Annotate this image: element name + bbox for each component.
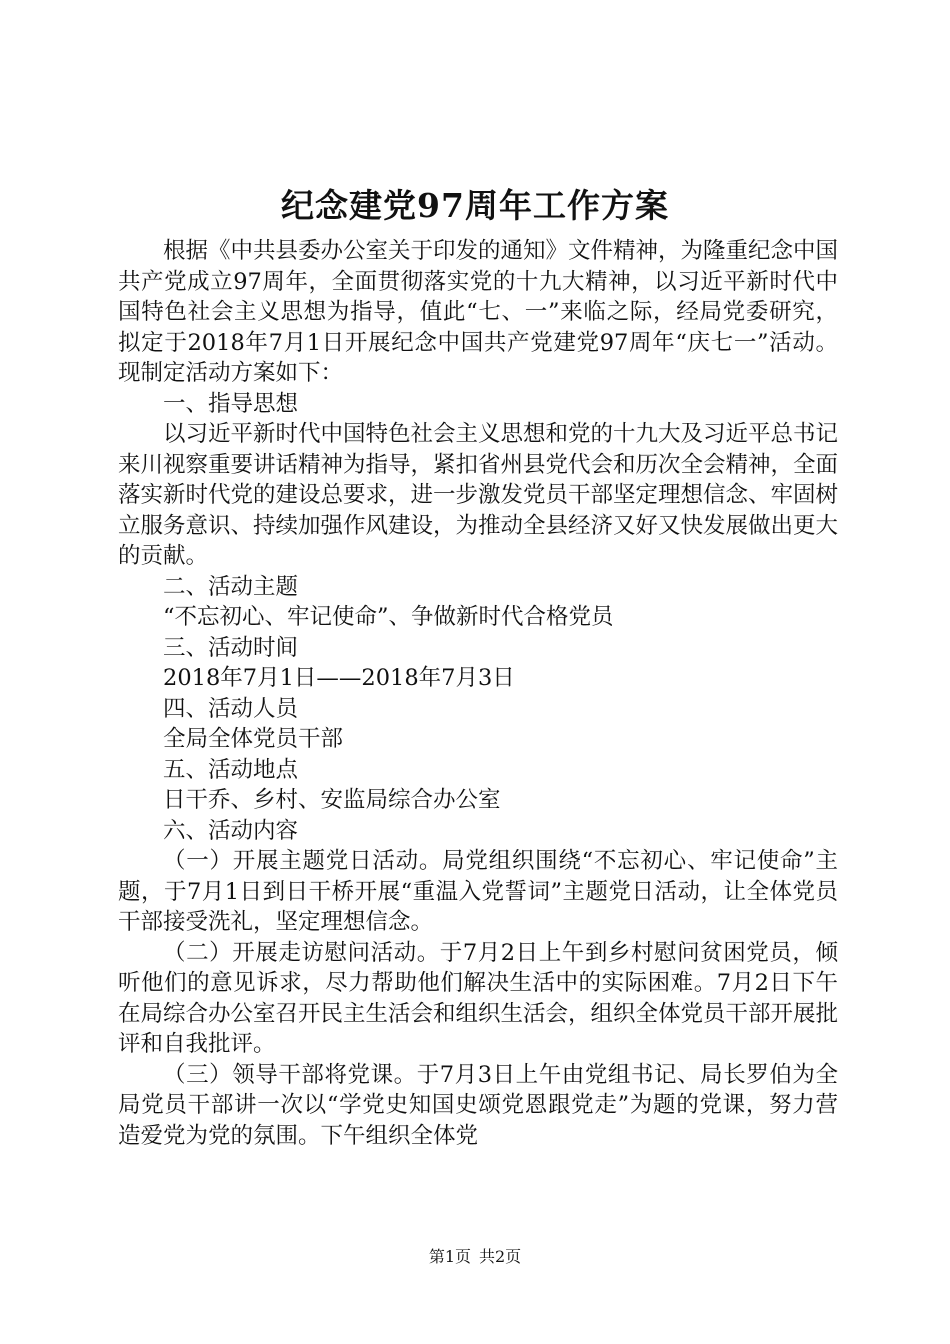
activity-time-text: 2018年7月1日——2018年7月3日 (163, 665, 515, 691)
page-number-total: 共2页 (479, 1247, 522, 1266)
section-heading-guiding-ideology: 一、指导思想 (163, 390, 299, 417)
guiding-ideology-paragraph: 以习近平新时代中国特色社会主义思想和党的十九大及习近平总书记来川视察重要讲话精神为指导，紧扣省州县党代会和历次全会精神，全面落实新时代党的建设总要求，进一步激发党员干部坚定理想信念、牢固树立服务意识、持续加强作风建设，为推动全县经济又好又快发展做出更大的贡献。 (118, 421, 839, 569)
section-heading-activity-content: 六、活动内容 (163, 817, 299, 844)
document-title: 纪念建党97周年工作方案 (281, 186, 669, 225)
activity-location-text: 日干乔、乡村、安监局综合办公室 (163, 787, 501, 813)
activity-theme-text: “不忘初心、牢记使命”、争做新时代合格党员 (163, 604, 614, 630)
activity-content-item-2: （二）开展走访慰问活动。于7月2日上午到乡村慰问贫困党员，倾听他们的意见诉求，尽力帮助他们解决生活中的实际困难。7月2日下午在局综合办公室召开民主生活会和组织生活会，组织全体党员干部开展批评和自我批评。 (118, 939, 839, 1057)
section-heading-activity-participants: 四、活动人员 (163, 695, 299, 722)
section-heading-activity-location: 五、活动地点 (163, 756, 299, 783)
intro-paragraph: 根据《中共县委办公室关于印发的通知》文件精神，为隆重纪念中国共产党成立97周年，全面贯彻落实党的十九大精神，以习近平新时代中国特色社会主义思想为指导，值此“七、一”来临之际，经局党委研究，拟定于2018年7月1日开展纪念中国共产党建党97周年“庆七一”活动。现制定活动方案如下： (118, 238, 839, 386)
activity-content-item-1: （一）开展主题党日活动。局党组织围绕“不忘初心、牢记使命”主题，于7月1日到日干桥开展“重温入党誓词”主题党日活动，让全体党员干部接受洗礼，坚定理想信念。 (118, 848, 838, 935)
section-heading-activity-time: 三、活动时间 (163, 634, 299, 661)
page-number-current: 第1页 (428, 1247, 471, 1266)
section-heading-activity-theme: 二、活动主题 (163, 573, 299, 600)
page-footer (0, 1244, 950, 1267)
activity-participants-text: 全局全体党员干部 (163, 726, 344, 752)
activity-content-item-3: （三）领导干部将党课。于7月3日上午由党组书记、局长罗伯为全局党员干部讲一次以“学党史知国史颂党恩跟党走”为题的党课，努力营造爱党为党的氛围。下午组织全体党 (118, 1061, 838, 1149)
document-body (118, 236, 838, 1151)
